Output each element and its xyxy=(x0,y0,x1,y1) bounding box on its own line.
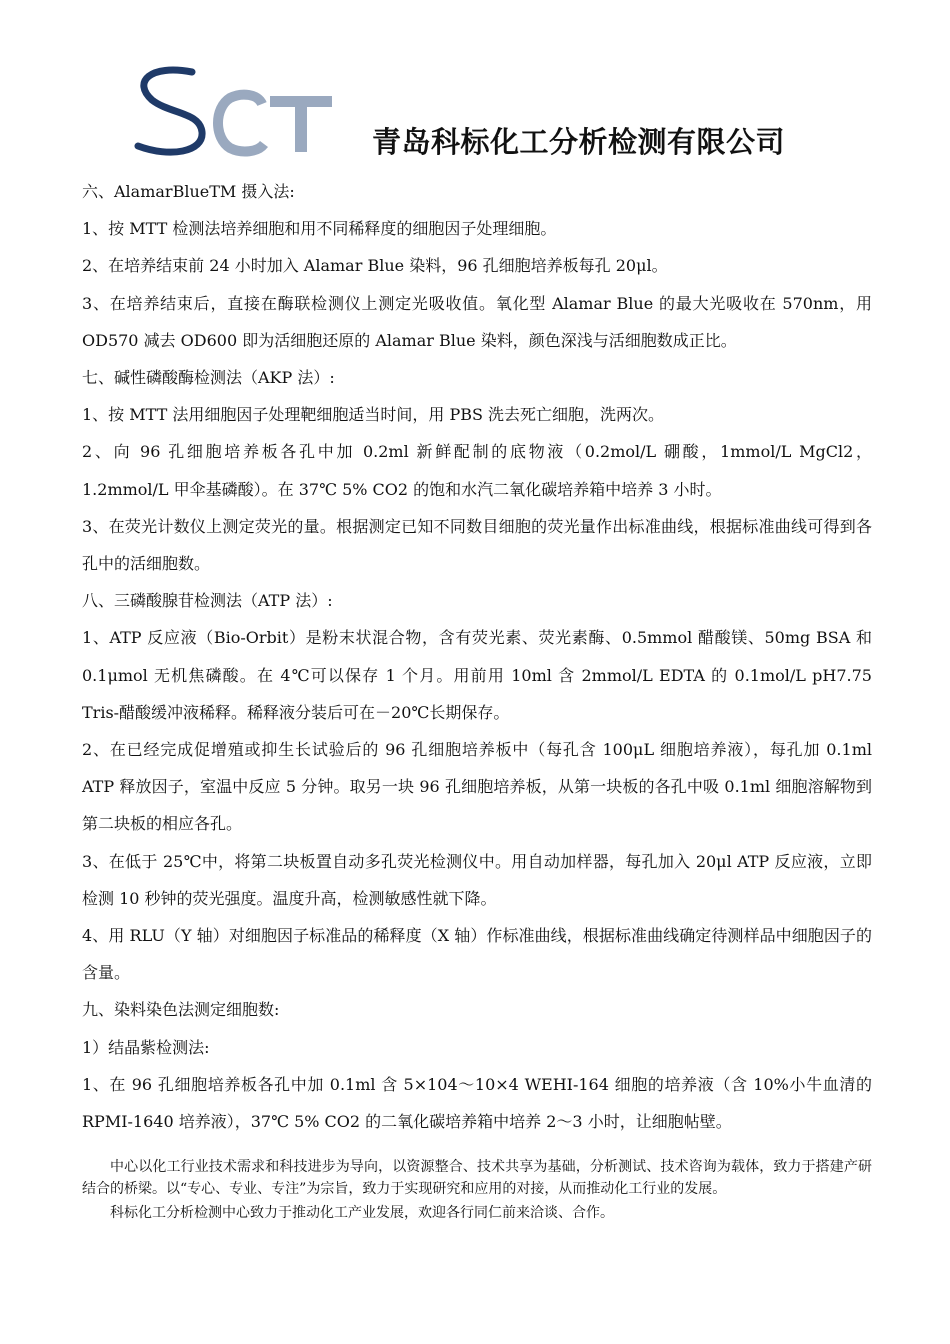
paragraph: 1、按 MTT 检测法培养细胞和用不同稀释度的细胞因子处理细胞。 xyxy=(82,219,557,239)
sct-logo xyxy=(130,62,340,162)
paragraph: 2、在已经完成促增殖或抑生长试验后的 96 孔细胞培养板中（每孔含 100μL 细胞培养液），每孔加 0.1ml ATP 释放因子，室温中反应 5 分钟。取另一块 96 孔细胞培养板，从第一块板的各孔中吸 0.1ml 细胞溶解物到第二块板的相应各孔。 xyxy=(82,740,872,834)
paragraph: 1、ATP 反应液（Bio-Orbit）是粉末状混合物，含有荧光素、荧光素酶、0.5mmol 醋酸镁、50mg BSA 和 0.1μmol 无机焦磷酸。在 4℃可以保存 1 个月。用前用 10ml 含 2mmol/L EDTA 的 0.1mol/L pH7.75 Tris-醋酸缓冲液稀释。稀释液分装后可在－20℃长期保存。 xyxy=(82,628,872,722)
section-heading: 九、染料染色法测定细胞数: xyxy=(82,1000,280,1020)
page-header xyxy=(0,0,950,170)
paragraph: 3、在培养结束后，直接在酶联检测仪上测定光吸收值。氧化型 Alamar Blue 的最大光吸收在 570nm，用 OD570 减去 OD600 即为活细胞还原的 Alamar Blue 染料，颜色深浅与活细胞数成正比。 xyxy=(82,293,872,350)
paragraph: 1、按 MTT 法用细胞因子处理靶细胞适当时间，用 PBS 洗去死亡细胞，洗两次。 xyxy=(82,405,665,425)
paragraph: 4、用 RLU（Y 轴）对细胞因子标准品的稀释度（X 轴）作标准曲线，根据标准曲线确定待测样品中细胞因子的含量。 xyxy=(82,926,872,983)
document-body xyxy=(82,173,872,1140)
footer-paragraph: 科标化工分析检测中心致力于推动化工产业发展，欢迎各行同仁前来洽谈、合作。 xyxy=(110,1205,614,1221)
page-footer xyxy=(82,1157,872,1225)
company-name: 青岛科标化工分析检测有限公司 xyxy=(372,125,786,159)
section-heading: 八、三磷酸腺苷检测法（ATP 法）: xyxy=(82,591,333,611)
paragraph: 3、在荧光计数仪上测定荧光的量。根据测定已知不同数目细胞的荧光量作出标准曲线，根据标准曲线可得到各孔中的活细胞数。 xyxy=(82,516,872,574)
section-heading: 六、AlamarBlueTM 摄入法: xyxy=(82,182,295,201)
paragraph: 3、在低于 25℃中，将第二块板置自动多孔荧光检测仪中。用自动加样器，每孔加入 20μl ATP 反应液，立即检测 10 秒钟的荧光强度。温度升高，检测敏感性就下降。 xyxy=(82,851,872,908)
subsection-heading: 1）结晶紫检测法: xyxy=(82,1037,210,1057)
section-heading: 七、碱性磷酸酶检测法（AKP 法）: xyxy=(82,368,335,388)
paragraph: 2、在培养结束前 24 小时加入 Alamar Blue 染料，96 孔细胞培养板每孔 20μl。 xyxy=(82,256,668,276)
footer-paragraph: 中心以化工行业技术需求和科技进步为导向，以资源整合、技术共享为基础，分析测试、技术咨询为载体，致力于搭建产研结合的桥梁。以“专心、专业、专注”为宗旨，致力于实现研究和应用的对接，从而推动化工行业的发展。 xyxy=(82,1159,872,1197)
paragraph: 1、在 96 孔细胞培养板各孔中加 0.1ml 含 5×104～10×4 WEHI-164 细胞的培养液（含 10%小牛血清的 RPMI-1640 培养液），37℃ 5% CO2 的二氧化碳培养箱中培养 2～3 小时，让细胞帖壁。 xyxy=(82,1074,872,1132)
paragraph: 2、向 96 孔细胞培养板各孔中加 0.2ml 新鲜配制的底物液（0.2mol/L 硼酸，1mmol/L MgCl2，1.2mmol/L 甲伞基磷酸）。在 37℃ 5% CO2 的饱和水汽二氧化碳培养箱中培养 3 小时。 xyxy=(82,442,872,499)
